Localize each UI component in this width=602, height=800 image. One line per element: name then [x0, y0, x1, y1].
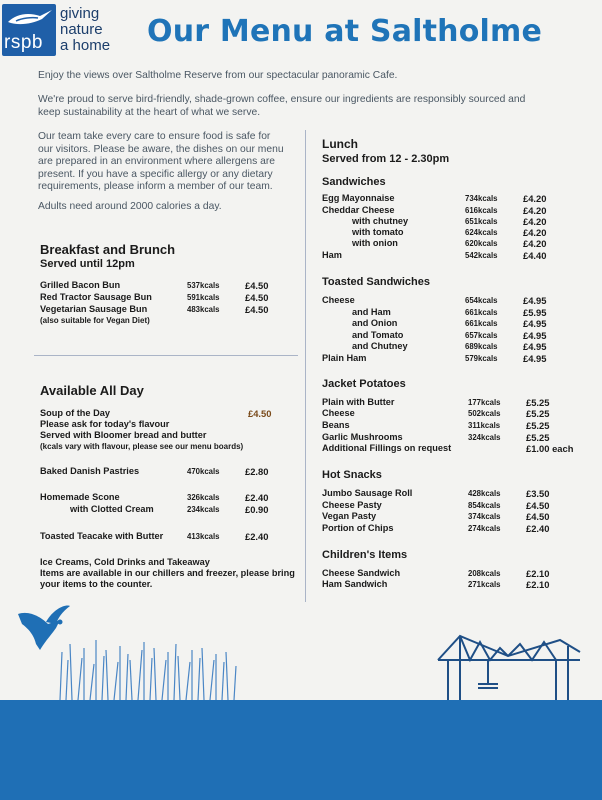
allergy-line: are prepared in an environment where allergens are [38, 156, 275, 167]
menu-item-name: Baked Danish Pastries [40, 466, 140, 476]
menu-item-kcal: 624kcals [465, 228, 498, 237]
menu-item-kcal: 620kcals [465, 239, 498, 248]
menu-item-price: £2.10 [526, 568, 550, 579]
tagline-line: giving [60, 5, 100, 22]
menu-item-name: Cheese [322, 408, 355, 418]
menu-item-price: £4.50 [245, 304, 269, 315]
footer-band [0, 700, 602, 800]
sandwiches-title: Sandwiches [322, 176, 386, 188]
menu-item-name: Plain with Butter [322, 397, 395, 407]
menu-item-price: £4.95 [523, 318, 547, 329]
menu-item-name: Vegan Pasty [322, 511, 377, 521]
footer-illustration [0, 600, 602, 710]
menu-item-kcal: 324kcals [468, 433, 501, 442]
menu-item-name: and Tomato [352, 330, 404, 340]
menu-item-name: Homemade Scone [40, 492, 120, 502]
menu-item-kcal: 502kcals [468, 409, 501, 418]
menu-item-name: Additional Fillings on request [322, 443, 452, 453]
menu-item-name: Plain Ham [322, 353, 367, 363]
menu-item-price: £4.50 [526, 511, 550, 522]
breakfast-title: Breakfast and Brunch [40, 242, 176, 257]
reeds-graphic [60, 640, 236, 700]
menu-item-kcal: 428kcals [468, 489, 501, 498]
menu-item-kcal: 470kcals [187, 467, 220, 476]
menu-item-price: £4.95 [523, 353, 547, 364]
menu-item-price: £5.95 [523, 307, 547, 318]
menu-item-price: £4.20 [523, 216, 547, 227]
menu-item-kcal: 483kcals [187, 305, 220, 314]
menu-item-name: and Ham [352, 307, 391, 317]
menu-item-name: Cheese Sandwich [322, 568, 401, 578]
menu-item-kcal: 274kcals [468, 524, 501, 533]
menu-item-price: £4.20 [523, 205, 547, 216]
allergy-line: present. If you have a specific allergy or any dietary [38, 168, 273, 180]
menu-item-kcal: 177kcals [468, 398, 501, 407]
vegan-note: (also suitable for Vegan Diet) [40, 316, 150, 325]
tagline-line: a home [60, 37, 111, 54]
menu-item-price: £2.80 [245, 466, 269, 477]
menu-item-price: £5.25 [526, 408, 550, 419]
transporter-bridge-graphic [438, 636, 580, 700]
menu-item-kcal: 616kcals [465, 206, 498, 215]
menu-item-price: £4.20 [523, 238, 547, 249]
menu-item-name: Jumbo Sausage Roll [322, 488, 413, 498]
soup-detail: Served with Bloomer bread and butter [40, 430, 207, 440]
menu-item-name: Ham [322, 250, 342, 260]
toasted-title: Toasted Sandwiches [322, 276, 430, 288]
menu-item-name: Garlic Mushrooms [322, 432, 403, 442]
menu-item-kcal: 271kcals [468, 580, 501, 589]
takeaway-title: Ice Creams, Cold Drinks and Takeaway [40, 557, 210, 567]
intro-views: Enjoy the views over Saltholme Reserve from our spectacular panoramic Cafe. [38, 70, 398, 81]
intro-coffee [38, 94, 525, 119]
children-title: Children's Items [322, 549, 408, 561]
menu-item-name: and Onion [352, 318, 398, 328]
menu-item-price: £4.20 [523, 227, 547, 238]
menu-item-kcal: 579kcals [465, 354, 498, 363]
menu-item-price: £1.00 each [526, 443, 574, 454]
menu-item-kcal: 689kcals [465, 342, 498, 351]
intro-line: We're proud to serve bird-friendly, shade-grown coffee, ensure our ingredients are responsibly sourced and [38, 94, 526, 105]
menu-item-name: with chutney [352, 216, 409, 226]
menu-item-name: with tomato [352, 227, 404, 237]
menu-item-price: £5.25 [526, 420, 550, 431]
menu-item-name: Grilled Bacon Bun [40, 280, 121, 290]
menu-item-name: with onion [352, 238, 398, 248]
menu-item-name: Beans [322, 420, 350, 430]
menu-item-price: £4.50 [526, 500, 550, 511]
soup-note: (kcals vary with flavour, please see our menu boards) [40, 442, 244, 451]
menu-item-price: £2.40 [245, 531, 269, 542]
allergy-line: our visitors. Please be aware, the dishes on our menu [38, 143, 284, 155]
menu-item-price: £4.95 [523, 330, 547, 341]
menu-item-kcal: 208kcals [468, 569, 501, 578]
menu-item-name: Cheese Pasty [322, 500, 382, 510]
menu-item-kcal: 657kcals [465, 331, 498, 340]
menu-item-price: £2.40 [245, 492, 269, 503]
menu-item-kcal: 413kcals [187, 532, 220, 541]
menu-item-name: Egg Mayonnaise [322, 193, 395, 203]
breakfast-subtitle: Served until 12pm [40, 258, 135, 270]
menu-item-kcal: 661kcals [465, 308, 498, 317]
menu-item-name: Soup of the Day [40, 408, 110, 418]
menu-item-price: £0.90 [245, 504, 269, 515]
tagline-line: nature [60, 21, 103, 38]
bird-icon [18, 606, 70, 650]
menu-item-name: Red Tractor Sausage Bun [40, 292, 152, 302]
menu-item-name: Cheese [322, 295, 355, 305]
calorie-notice: Adults need around 2000 calories a day. [38, 201, 222, 212]
menu-item-name: and Chutney [352, 341, 408, 351]
menu-item-kcal: 542kcals [465, 251, 498, 260]
logo-text: rspb [4, 32, 43, 53]
menu-item-name: Cheddar Cheese [322, 205, 395, 215]
menu-item-kcal: 537kcals [187, 281, 220, 290]
menu-item-price: £4.95 [523, 341, 547, 352]
menu-item-price: £4.50 [245, 292, 269, 303]
menu-item-kcal: 854kcals [468, 501, 501, 510]
takeaway-detail: Items are available in our chillers and freezer, please bring [40, 568, 295, 578]
menu-item-name: Toasted Teacake with Butter [40, 531, 164, 541]
soup-detail: Please ask for today's flavour [40, 419, 170, 429]
intro-line: keep sustainability at the heart of what we serve. [38, 106, 261, 118]
jacket-title: Jacket Potatoes [322, 378, 406, 390]
menu-item-kcal: 661kcals [465, 319, 498, 328]
hot-snacks-title: Hot Snacks [322, 469, 382, 481]
menu-item-price: £4.95 [523, 295, 547, 306]
menu-item-price: £5.25 [526, 397, 550, 408]
menu-item-price: £5.25 [526, 432, 550, 443]
menu-item-price: £2.10 [526, 579, 550, 590]
column-divider [305, 130, 306, 602]
rspb-logo [2, 4, 56, 56]
takeaway-detail: your items to the counter. [40, 579, 153, 589]
all-day-title: Available All Day [40, 383, 144, 398]
avocet-bird-icon [2, 4, 56, 34]
menu-item-price: £2.40 [526, 523, 550, 534]
menu-item-kcal: 374kcals [468, 512, 501, 521]
menu-item-price: £4.20 [523, 193, 547, 204]
allergy-notice [38, 131, 284, 194]
allergy-line: requirements, please inform a member of our team. [38, 181, 273, 192]
tagline [60, 6, 110, 54]
allergy-line: Our team take every care to ensure food is safe for [38, 131, 271, 142]
menu-item-kcal: 651kcals [465, 217, 498, 226]
menu-item-name: with Clotted Cream [70, 504, 154, 514]
menu-item-kcal: 311kcals [468, 421, 501, 430]
lunch-subtitle: Served from 12 - 2.30pm [322, 153, 450, 165]
section-divider [34, 355, 298, 356]
menu-item-kcal: 734kcals [465, 194, 498, 203]
menu-item-price: £4.50 [248, 408, 272, 419]
menu-item-name: Ham Sandwich [322, 579, 388, 589]
menu-item-kcal: 654kcals [465, 296, 498, 305]
menu-item-name: Portion of Chips [322, 523, 394, 533]
menu-item-price: £4.40 [523, 250, 547, 261]
lunch-title: Lunch [322, 137, 358, 151]
menu-item-price: £4.50 [245, 280, 269, 291]
menu-item-kcal: 326kcals [187, 493, 220, 502]
menu-item-kcal: 234kcals [187, 505, 220, 514]
menu-item-name: Vegetarian Sausage Bun [40, 304, 148, 314]
menu-item-price: £3.50 [526, 488, 550, 499]
menu-item-kcal: 591kcals [187, 293, 220, 302]
page-title: Our Menu at Saltholme [147, 14, 543, 49]
